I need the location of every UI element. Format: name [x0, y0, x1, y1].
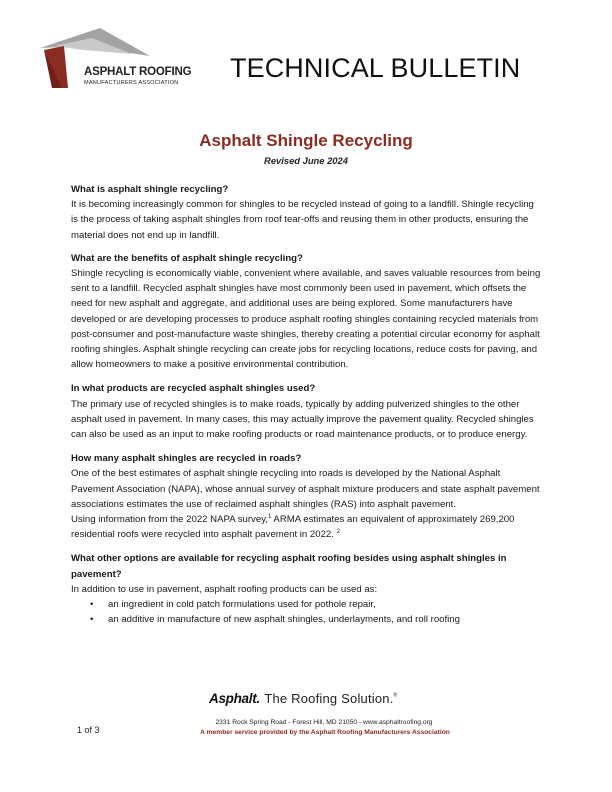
section-answer: In addition to use in pavement, asphalt roofing products can be used as:	[71, 583, 378, 595]
section-question: What are the benefits of asphalt shingle recycling?	[71, 252, 303, 264]
section-question: What other options are available for recycling asphalt roofing besides using asphalt shingles in pavement?	[71, 553, 507, 580]
page-number: 1 of 3	[77, 725, 100, 735]
logo-subtitle: MANUFACTURERS ASSOCIATION	[84, 80, 179, 86]
page-title: Asphalt Shingle Recycling	[199, 131, 413, 150]
section-answer-estimate	[71, 512, 543, 542]
bulletin-title: TECHNICAL BULLETIN	[230, 53, 521, 83]
footer-member-note: A member service provided by the Asphalt Roofing Manufacturers Association	[200, 729, 450, 736]
footnote-ref-2[interactable]: 2	[336, 529, 340, 536]
estimate-text-a: Using information from the 2022 NAPA survey,	[71, 514, 268, 526]
trademark-mark: ®	[393, 692, 398, 699]
footnote-ref-1[interactable]: 1	[267, 513, 272, 520]
revision-date: Revised June 2024	[264, 155, 348, 166]
section-answer: One of the best estimates of asphalt shingle recycling into roads is developed by the National Asphalt Pavement Association (NAPA), whose annual survey of asphalt mixture producers and state asphalt pavement associations estimates the use of reclaimed asphalt shingles (RAS) into asphalt pavement.	[71, 468, 540, 510]
bullet-icon: •	[90, 614, 94, 626]
options-list	[71, 597, 543, 627]
footer-address: 2331 Rock Spring Road - Forest Hill, MD 21050 - www.asphaltroofing.org	[215, 719, 433, 726]
section-answer: The primary use of recycled shingles is to make roads, typically by adding pulverized shingles to the other asphalt used in pavement. In many cases, this may actually improve the pavement quality. Recycled shingles can also be used as an input to make roofing products or road maintenance products, or to produce energy.	[71, 398, 534, 441]
footer-tagline	[209, 690, 397, 708]
tagline-brand: Asphalt.	[209, 691, 260, 706]
section-question: How many asphalt shingles are recycled in roads?	[71, 453, 302, 465]
section-answer: It is becoming increasingly common for shingles to be recycled instead of going to a landfill. Shingle recycling is the process of taking asphalt shingles from roof tear-offs and reusing them in other products, ensuring the material does not end up in landfill.	[71, 199, 534, 241]
list-item: • an ingredient in cold patch formulations used for pothole repair,	[71, 597, 543, 612]
section-question: In what products are recycled asphalt shingles used?	[71, 383, 316, 395]
section-question: What is asphalt shingle recycling?	[71, 184, 229, 195]
bulletin-body	[71, 182, 543, 627]
estimate-text-b: ARMA estimates an equivalent of approximately 269,200 residential roofs were recycled into asphalt pavement in 2022.	[71, 514, 515, 541]
arma-logo	[40, 26, 200, 94]
logo-name: ASPHALT ROOFING	[84, 66, 192, 78]
bullet-icon: •	[90, 599, 94, 611]
list-item: • an additive in manufacture of new asphalt shingles, underlayments, and roll roofing	[71, 612, 543, 627]
tagline-text: The Roofing Solution.	[264, 691, 394, 706]
section-answer: Shingle recycling is economically viable, convenient where available, and saves valuable resources from being sent to a landfill. Recycled asphalt shingles have most commonly been used in pavement, which offsets the need for new asphalt and aggregate, and additional uses are being explored. Some manufacturers have developed or are developing processes to produce asphalt roofing shingles containing recycled materials from post-consumer and post-manufacture waste shingles, thereby creating a potential circular economy for asphalt roofing shingles. Asphalt shingle recycling can create jobs for recycling locations, reduce costs for paving, and allow homeowners to make a positive environmental contribution.	[71, 268, 541, 371]
